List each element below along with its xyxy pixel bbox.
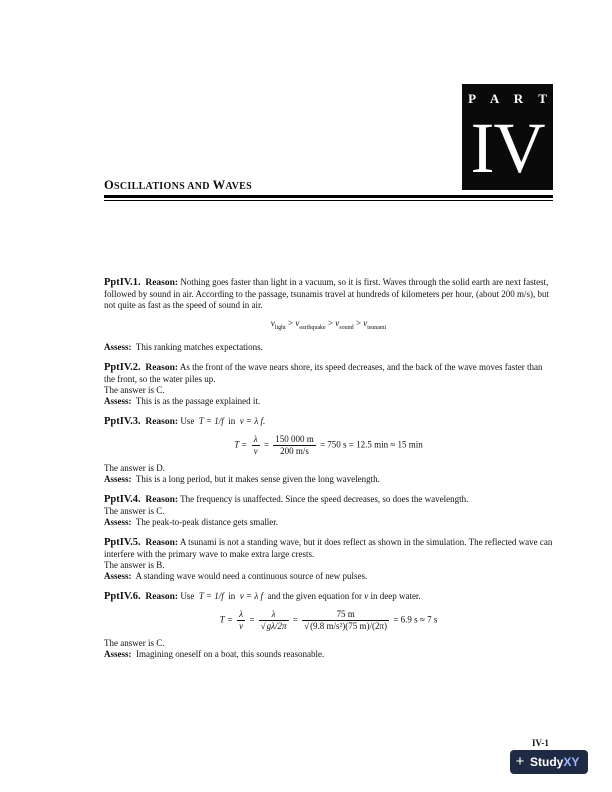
- problem-1-reason: PptIV.1. Reason: Nothing goes faster than light in a vacuum, so it is first. Waves through the solid earth are next fastest, followed by sound in air. According to the passage, tsunamis travel at hundreds of kilometers per hour, (about 200 m/s), but not quite as fast as the speed of sound in air.: [104, 277, 550, 310]
- brand-text: Study: [530, 755, 564, 769]
- problem-4-answer: The answer is C.: [104, 505, 165, 516]
- problem-5-assess: Assess: A standing wave would need a continuous source of new pulses.: [104, 570, 368, 581]
- part-word: P A R T: [468, 91, 553, 106]
- problem-6-answer: The answer is C.: [104, 637, 165, 648]
- problem-6-assess: Assess: Imagining oneself on a boat, this sounds reasonable.: [104, 648, 325, 659]
- brand-text-xy: XY: [563, 755, 580, 769]
- part-numeral: IV: [470, 108, 545, 188]
- problem-1-assess: Assess: This ranking matches expectations.: [104, 341, 263, 352]
- problem-4-assess: Assess: The peak-to-peak distance gets smaller.: [104, 516, 279, 527]
- problem-5-answer: The answer is B.: [104, 559, 165, 570]
- problem-2-reason: PptIV.2. Reason: As the front of the wave nears shore, its speed decreases, and the back of the wave moves faster than the front, so the water piles up.: [104, 361, 543, 384]
- problem-1-ranking-equation: $v_{light} > v_{earthquake} > v_{sound} > v_{tsunami}$: [270, 318, 387, 331]
- problem-4-reason: PptIV.4. Reason: The frequency is unaffected. Since the speed decreases, so does the wavelength.: [104, 493, 469, 505]
- problem-2-assess: Assess: This is as the passage explained it.: [104, 395, 261, 406]
- problem-3-answer: The answer is D.: [104, 462, 165, 473]
- problem-6-equation: T = $\frac{\lambda}{v}$ = $\frac{\lambda}{√g\lambda/2\pi}$ = $\frac{75 m}{\text{√(9.8 m/s²)(75 m)/(2π)}}$ = 6.9 s ≈ 7 s: [219, 608, 438, 631]
- page-number: IV-1: [532, 738, 549, 748]
- chapter-title: OSCILLATIONS AND WAVES: [104, 178, 252, 192]
- problem-6-reason: PptIV.6. Reason: Use T = 1/f in v = λ f and the given equation for v in deep water.: [104, 590, 421, 602]
- problem-5-reason: PptIV.5. Reason: A tsunami is not a standing wave, but it does reflect as shown in the simulation. The reflected wave can interfere with the primary wave to make extra large crests.: [104, 536, 553, 559]
- problem-3-reason: PptIV.3. Reason: Use T = 1/f in v = λ f.: [104, 415, 266, 427]
- studyxy-badge[interactable]: [510, 750, 588, 774]
- title-rule-thin: [104, 200, 553, 201]
- problem-3-equation: T = $\frac{\lambda}{v}$ = $\frac{150 000 m}{200 m/s}$ = 750 s = 12.5 min ≈ 15 min: [234, 433, 423, 456]
- title-rule-thick: [104, 195, 553, 198]
- plus-icon: +: [515, 753, 525, 770]
- problem-2-answer: The answer is C.: [104, 384, 165, 395]
- problem-3-assess: Assess: This is a long period, but it makes sense given the long wavelength.: [104, 473, 380, 484]
- page-content: [104, 277, 553, 660]
- part-label-box: [462, 84, 553, 190]
